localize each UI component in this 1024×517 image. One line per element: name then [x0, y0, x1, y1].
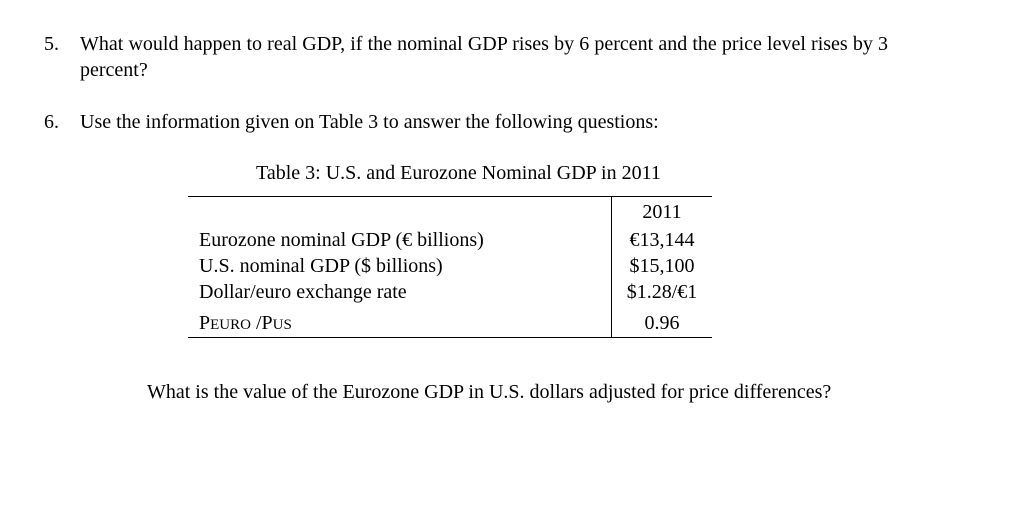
question-5-number: 5.	[44, 33, 59, 55]
question-5-text: What would happen to real GDP, if the nominal GDP rises by 6 percent and the price level rises by 3 percent?	[80, 33, 888, 81]
table-header-year: 2011	[642, 201, 682, 223]
table-top-rule	[188, 196, 712, 197]
euro-subscript: EURO	[210, 317, 251, 333]
table-row-label: Eurozone nominal GDP (€ billions)	[199, 229, 484, 251]
table-row-label: U.S. nominal GDP ($ billions)	[199, 255, 443, 277]
table-row-value: $15,100	[629, 255, 695, 277]
table-caption: Table 3: U.S. and Eurozone Nominal GDP in 2011	[256, 162, 661, 184]
us-subscript: US	[272, 317, 292, 333]
price-ratio-value: 0.96	[644, 312, 680, 334]
question-5	[44, 31, 894, 87]
followup-question: What is the value of the Eurozone GDP in U.S. dollars adjusted for price differences?	[147, 381, 832, 403]
price-ratio-label	[199, 310, 292, 338]
ratio-slash: /	[250, 312, 262, 334]
question-6-number: 6.	[44, 111, 59, 133]
question-6-text: Use the information given on Table 3 to answer the following questions:	[80, 111, 659, 133]
gdp-table	[188, 196, 712, 338]
table-row-value: $1.28/€1	[626, 281, 698, 303]
price-symbol: P	[199, 312, 211, 334]
question-6	[44, 109, 894, 137]
table-row-label: Dollar/euro exchange rate	[199, 281, 407, 303]
price-symbol: P	[261, 312, 273, 334]
table-row-value: €13,144	[629, 229, 695, 251]
